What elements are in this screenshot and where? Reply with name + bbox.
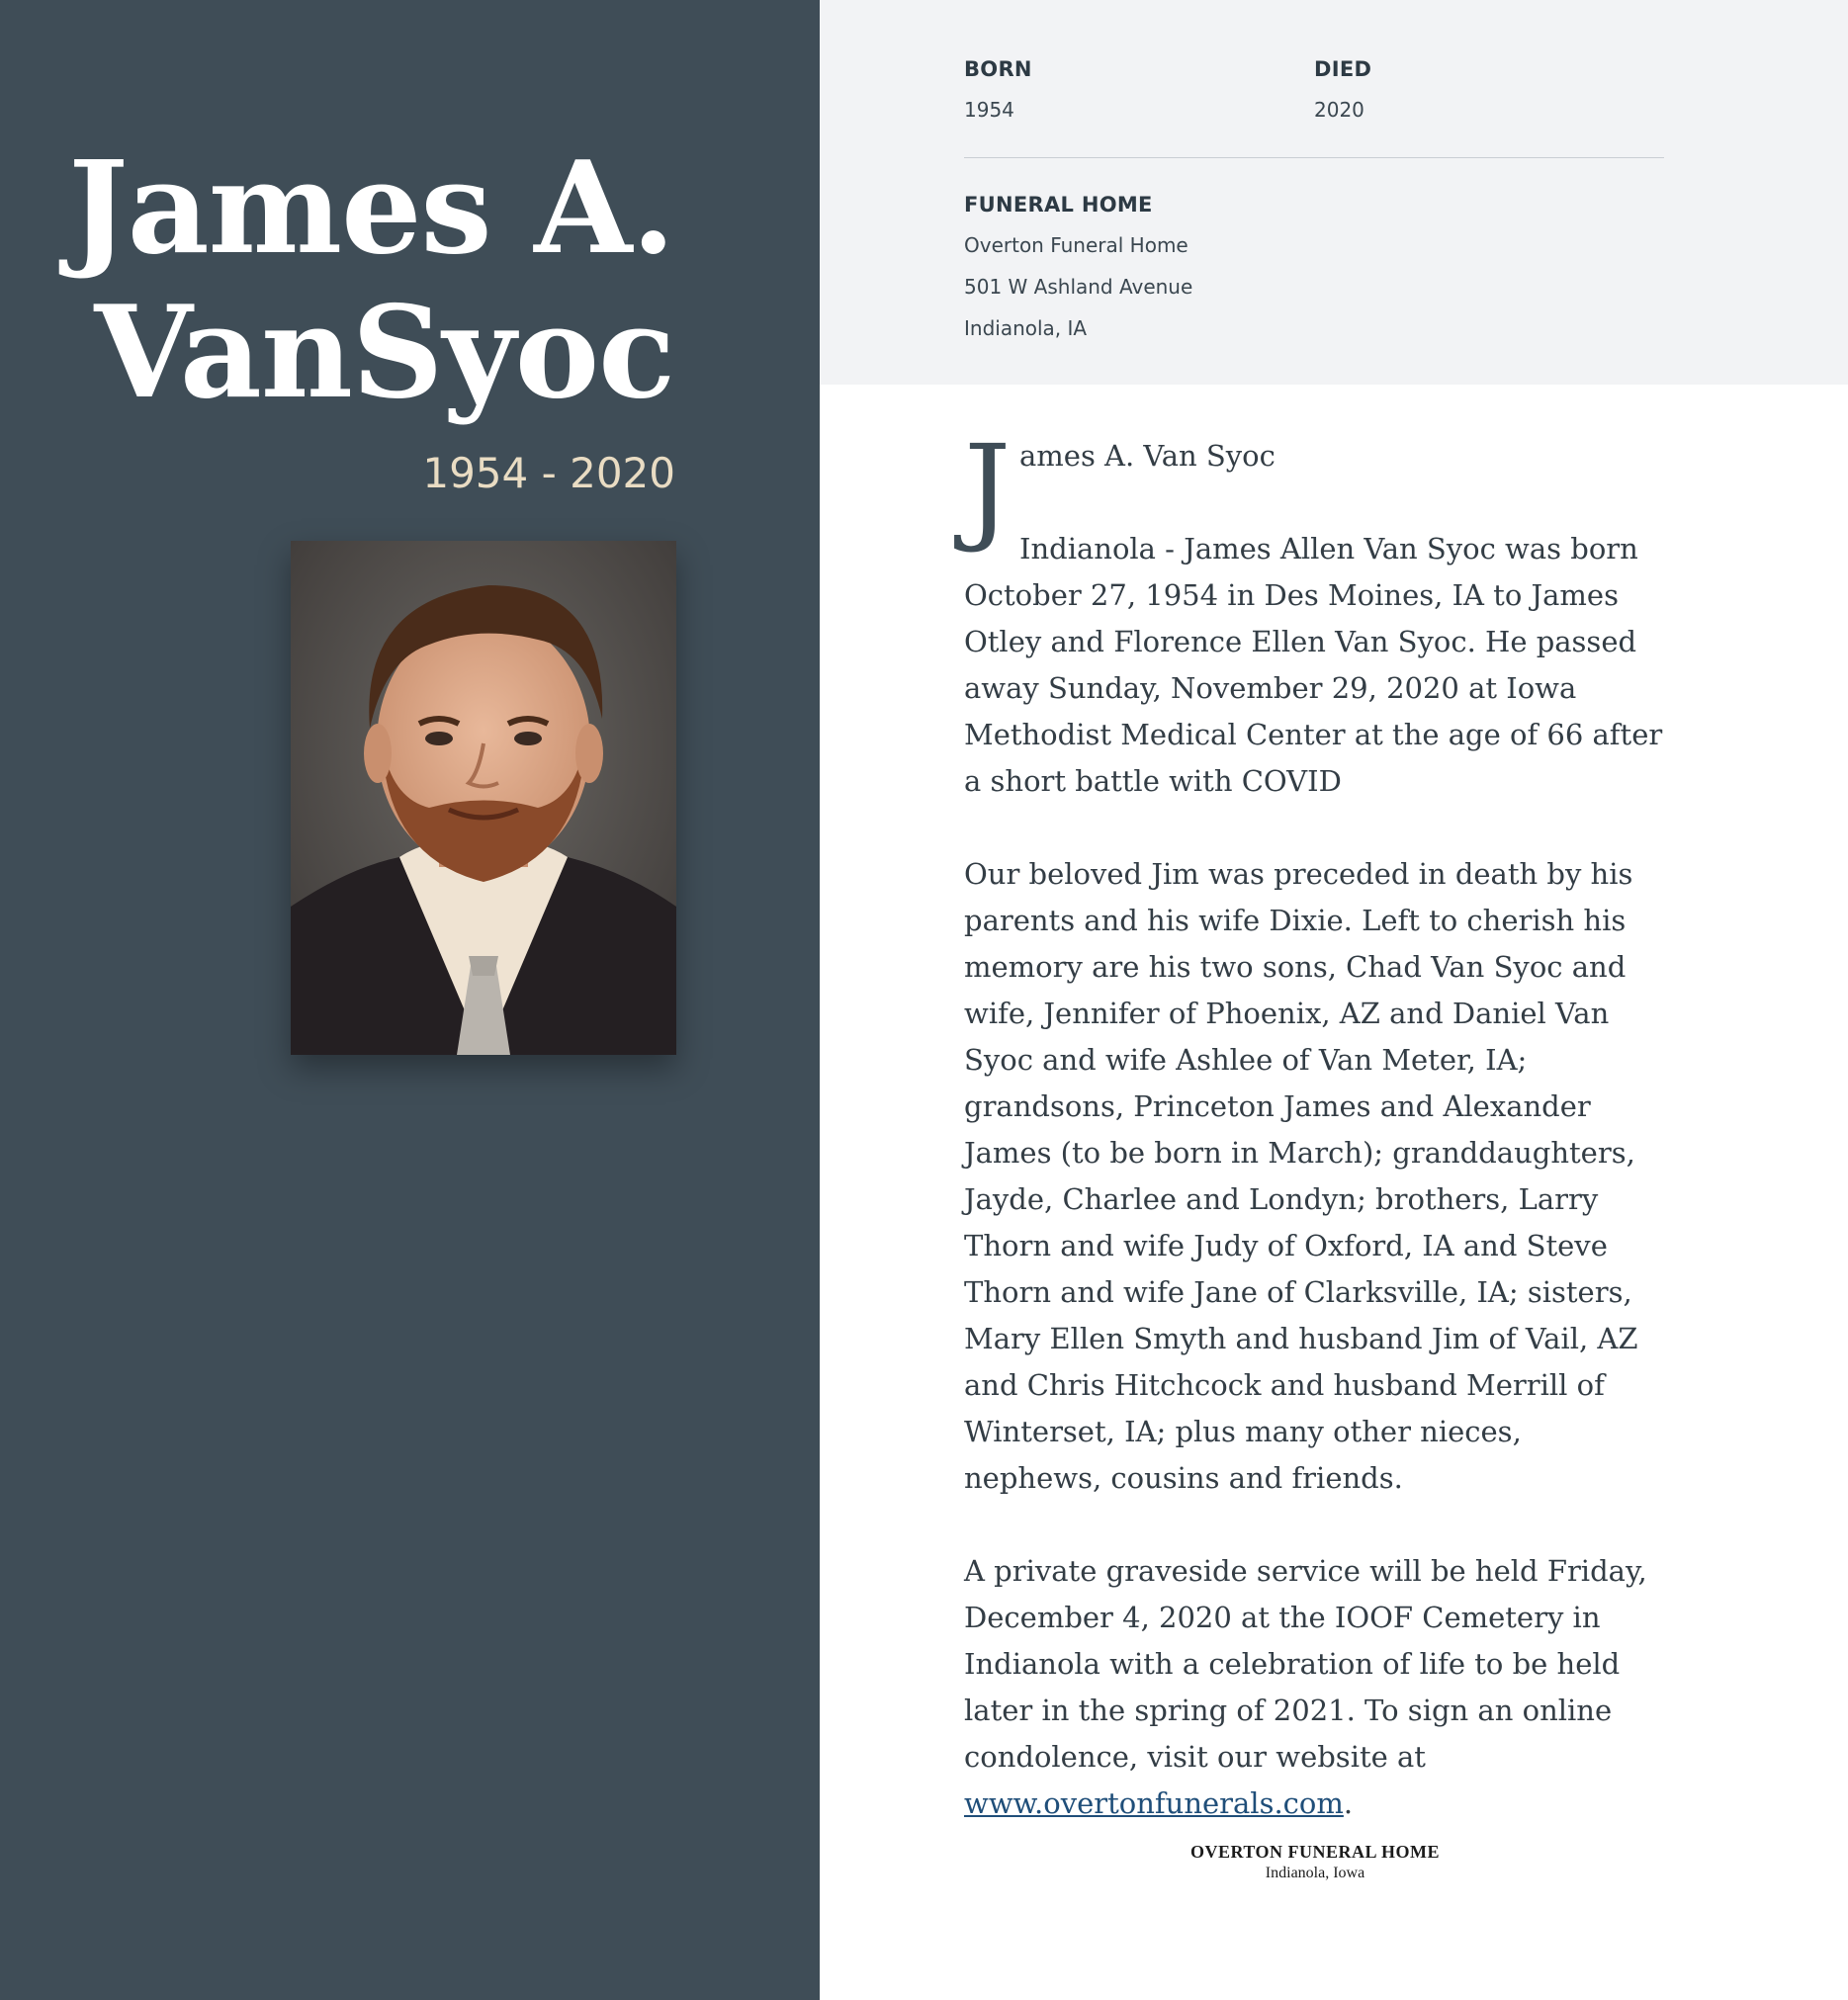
obituary-paragraph-2: Our beloved Jim was preceded in death by his parents and his wife Dixie. Left to cherish his memory are his two sons, Chad Van Syoc and wife, Jennifer of Phoenix, AZ and Daniel Van Syoc and wife Ashlee of Van Meter, IA; grandsons, Princeton James and Alexander James (to be born in March); granddaughters, Jayde, Charlee and Londyn; brothers, Larry Thorn and wife Judy of Oxford, IA and Steve Thorn and wife Jane of Clarksville, IA; sisters, Mary Ellen Smyth and husband Jim of Vail, AZ and Chris Hitchcock and husband Merrill of Winterset, IA; plus many other nieces, nephews, cousins and friends. [964, 857, 1638, 1495]
obituary-paragraph-1 [964, 526, 1668, 805]
website-link[interactable]: www.overtonfunerals.com [964, 1786, 1344, 1820]
funeral-home-logo [1117, 1841, 1513, 1884]
name-line-2: VanSyoc [94, 279, 674, 427]
funeral-home-label: FUNERAL HOME [964, 193, 1153, 217]
drop-cap: J [964, 419, 1012, 556]
left-panel [0, 0, 820, 2000]
funeral-home-name: Overton Funeral Home [964, 233, 1188, 257]
died-label: DIED [1314, 57, 1372, 81]
obituary-heading: ames A. Van Syoc [1019, 439, 1276, 473]
info-divider [964, 157, 1664, 158]
portrait-photo [291, 541, 676, 1055]
logo-line-1: OVERTON FUNERAL HOME [1189, 1842, 1441, 1862]
obituary-text [964, 419, 1668, 1827]
name-line-1: James A. [68, 134, 674, 283]
info-header [820, 0, 1848, 385]
obituary-paragraph-3 [964, 1548, 1668, 1827]
born-value: 1954 [964, 98, 1014, 122]
obituary-lead [964, 419, 1668, 556]
person-name [42, 136, 674, 425]
life-years: 1954 - 2020 [422, 449, 675, 497]
funeral-home-city: Indianola, IA [964, 316, 1088, 340]
born-label: BORN [964, 57, 1032, 81]
died-value: 2020 [1314, 98, 1364, 122]
logo-line-2: Indianola, Iowa [1265, 1865, 1365, 1881]
link-suffix: . [1343, 1786, 1354, 1820]
obituary-paragraph-3-text: A private graveside service will be held Friday, December 4, 2020 at the IOOF Cemetery in Indianola with a celebration of life to be held later in the spring of 2021. To sign an online condolence, visit our website at [964, 1554, 1647, 1774]
funeral-home-address: 501 W Ashland Avenue [964, 275, 1193, 299]
obituary-paragraph-1-text: Indianola - James Allen Van Syoc was born October 27, 1954 in Des Moines, IA to James Otley and Florence Ellen Van Syoc. He passed away Sunday, November 29, 2020 at Iowa Methodist Medical Center at the age of 66 after a short battle with COVID [964, 532, 1663, 798]
